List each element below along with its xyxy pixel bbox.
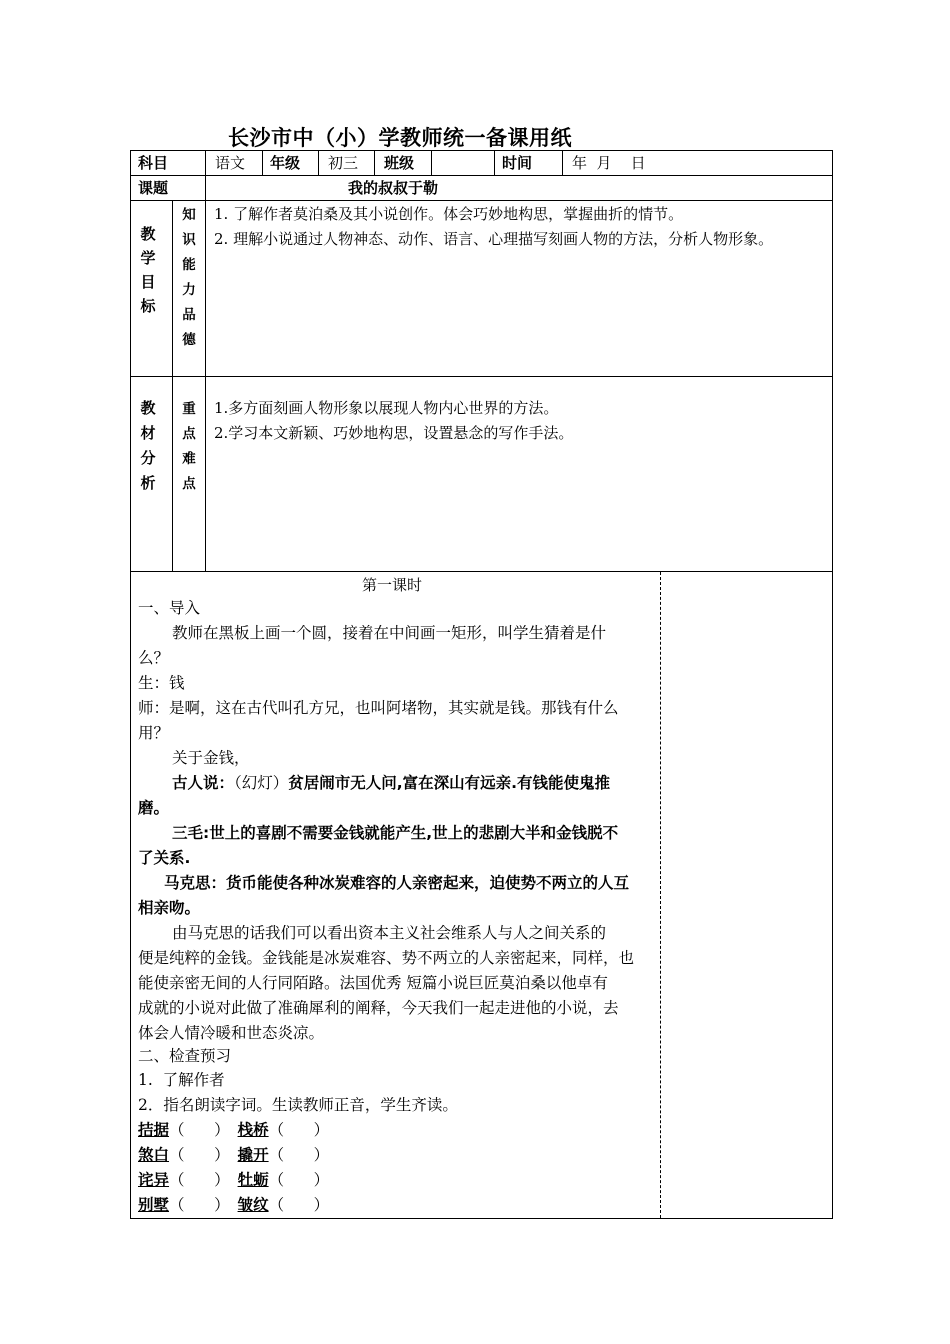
vocab-row: 诧异（ ） 牡蛎（ ） xyxy=(138,1171,330,1189)
analysis-item-1: 1.多方面刻画人物形象以展现人物内心世界的方法。 xyxy=(214,399,559,417)
lesson-line: 师：是啊，这在古代叫孔方兄，也叫阿堵物，其实就是钱。那钱有什么 xyxy=(138,699,619,717)
lesson-line: 成就的小说对此做了准确犀利的阐释，今天我们一起走进他的小说，去 xyxy=(138,999,619,1017)
goals-label: 教 学 目 标 xyxy=(140,225,156,315)
vocab-row: 别墅（ ） 皱纹（ ） xyxy=(138,1196,330,1214)
vocab-row: 煞白（ ） 撬开（ ） xyxy=(138,1146,330,1164)
subject-label: 科目 xyxy=(138,154,169,172)
time-label: 时间 xyxy=(502,154,533,172)
goal-item-1: 1. 了解作者莫泊桑及其小说创作。体会巧妙地构思，掌握曲折的情节。 xyxy=(214,205,684,223)
lesson-line: 由马克思的话我们可以看出资本主义社会维系人与人之间关系的 xyxy=(172,924,607,942)
lesson-line: 关于金钱， xyxy=(172,749,250,767)
lesson-line: 用？ xyxy=(138,724,170,742)
lesson-line: 1. 了解作者 xyxy=(138,1071,225,1089)
analysis-label: 教 材 分 析 xyxy=(140,399,156,492)
lesson-line: 么？ xyxy=(138,649,170,667)
topic-label: 课题 xyxy=(138,179,169,197)
lesson-line: 便是纯粹的金钱。金钱能是冰炭难容、势不两立的人亲密起来，同样，也 xyxy=(138,949,635,967)
quote-ancients: 古人说：（幻灯）贫居闹市无人问,富在深山有远亲.有钱能使鬼推 xyxy=(172,774,611,792)
quote-marx: 马克思：货币能使各种冰炭难容的人亲密起来，迫使势不两立的人互 xyxy=(164,874,630,892)
subject-value: 语文 xyxy=(215,154,246,172)
quote-sanmao: 三毛:世上的喜剧不需要金钱就能产生,世上的悲剧大半和金钱脱不 xyxy=(172,824,619,842)
lesson-line: 教师在黑板上画一个圆，接着在中间画一矩形，叫学生猜着是什 xyxy=(172,624,607,642)
lesson-line: 生：钱 xyxy=(138,674,185,692)
section-intro: 一、导入 xyxy=(138,599,201,617)
class-label: 班级 xyxy=(384,154,415,172)
time-value: 年 月 日 xyxy=(572,154,646,172)
lesson-line: 2．指名朗读字词。生读教师正音，学生齐读。 xyxy=(138,1096,458,1114)
analysis-sublabel: 重 点 难 点 xyxy=(182,401,196,492)
topic-value: 我的叔叔于勒 xyxy=(348,179,439,197)
lesson-line: 了关系. xyxy=(138,849,191,867)
section-preview: 二、检查预习 xyxy=(138,1047,232,1065)
lesson-line: 能使亲密无间的人行同陌路。法国优秀 短篇小说巨匠莫泊桑以他卓有 xyxy=(138,974,608,992)
goal-item-2: 2. 理解小说通过人物神态、动作、语言、心理描写刻画人物的方法，分析人物形象。 xyxy=(214,230,774,248)
lesson-line: 磨。 xyxy=(138,799,170,817)
grade-label: 年级 xyxy=(270,154,301,172)
lesson-line: 相亲吻。 xyxy=(138,899,201,917)
lesson-heading: 第一课时 xyxy=(362,576,423,594)
analysis-item-2: 2.学习本文新颖、巧妙地构思，设置悬念的写作手法。 xyxy=(214,424,574,442)
goals-sublabel: 知 识 能 力 品 德 xyxy=(182,207,196,348)
vocab-row: 拮据（ ） 栈桥（ ） xyxy=(138,1121,330,1139)
lesson-line: 体会人情冷暖和世态炎凉。 xyxy=(138,1024,325,1042)
page-title: 长沙市中（小）学教师统一备课用纸 xyxy=(228,126,572,150)
grade-value: 初三 xyxy=(328,154,359,172)
